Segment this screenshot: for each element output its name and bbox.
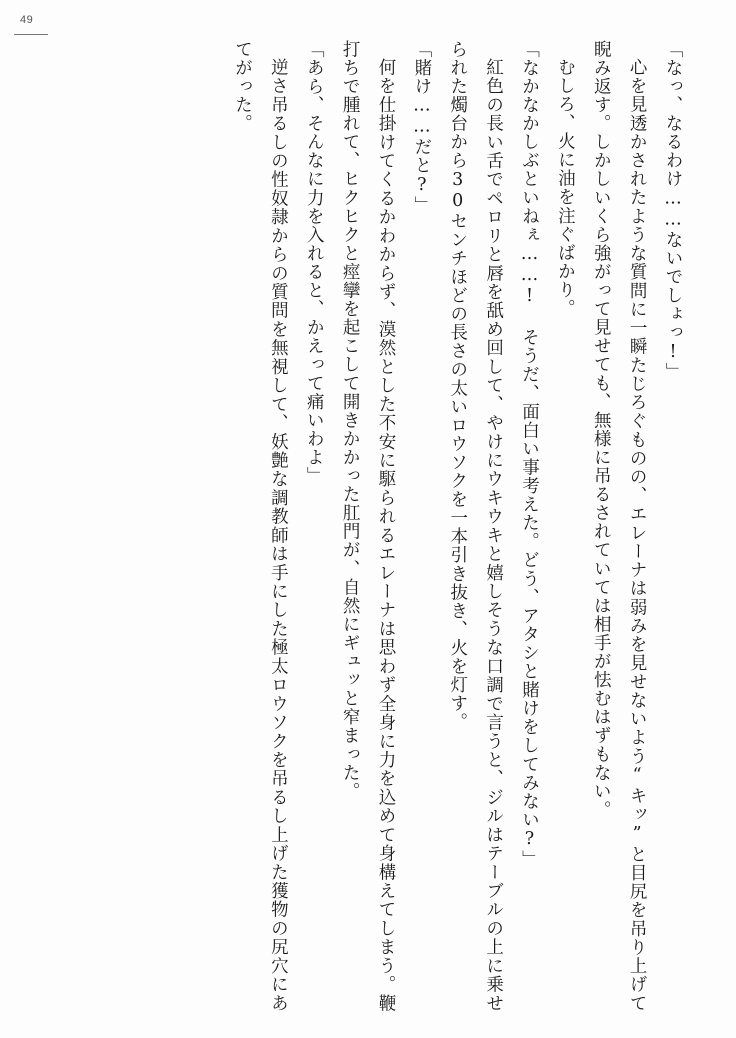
paragraph: 紅色の長い舌でペロリと唇を舐め回して、やけにウキウキと嬉しそうな口調で言うと、ジルはテーブルの上に乗せられた燭台から30センチほどの長さの太いロウソクを一本引き抜き、火を灯す。 bbox=[447, 40, 504, 1012]
paragraph: 「賭け……だと?」 bbox=[411, 40, 432, 215]
paragraph: 「あら、そんなに力を入れると、かえって痛いわよ」 bbox=[304, 40, 325, 486]
paragraph: むしろ、火に油を注ぐばかり。 bbox=[555, 57, 576, 318]
paragraph: 逆さ吊るしの性奴隷からの質問を無視して、妖艶な調教師は手にした極太ロウソクを吊るし上げた獲物の尻穴にあてがった。 bbox=[232, 40, 289, 1012]
vertical-text-body bbox=[56, 40, 690, 1012]
page-number: 49 bbox=[20, 14, 34, 26]
paragraph: 何を仕掛けてくるかわからず、漠然とした不安に駆られるエレーナは思わず全身に力を込めて身構えてしまう。鞭打ちで腫れて、ヒクヒクと痙攣を起こして開きかかった肛門が、自然にギュッと窄まった。 bbox=[340, 40, 396, 1012]
page-number-rule bbox=[14, 34, 48, 35]
paragraph: 心を見透かされたような質問に一瞬たじろぐものの、エレーナは弱みを見せないよう“キッ”と目尻を吊り上げて睨み返す。しかしいくら強がって見せても、無様に吊るされていては相手が怯むはずもない。 bbox=[591, 40, 648, 1012]
paragraph: 「なかなかしぶといねぇ……! そうだ、面白い事考えた。どう、アタシと賭けをしてみない?」 bbox=[519, 40, 540, 869]
paragraph: 「なっ、なるわけ……ないでしょっ!」 bbox=[663, 40, 683, 382]
